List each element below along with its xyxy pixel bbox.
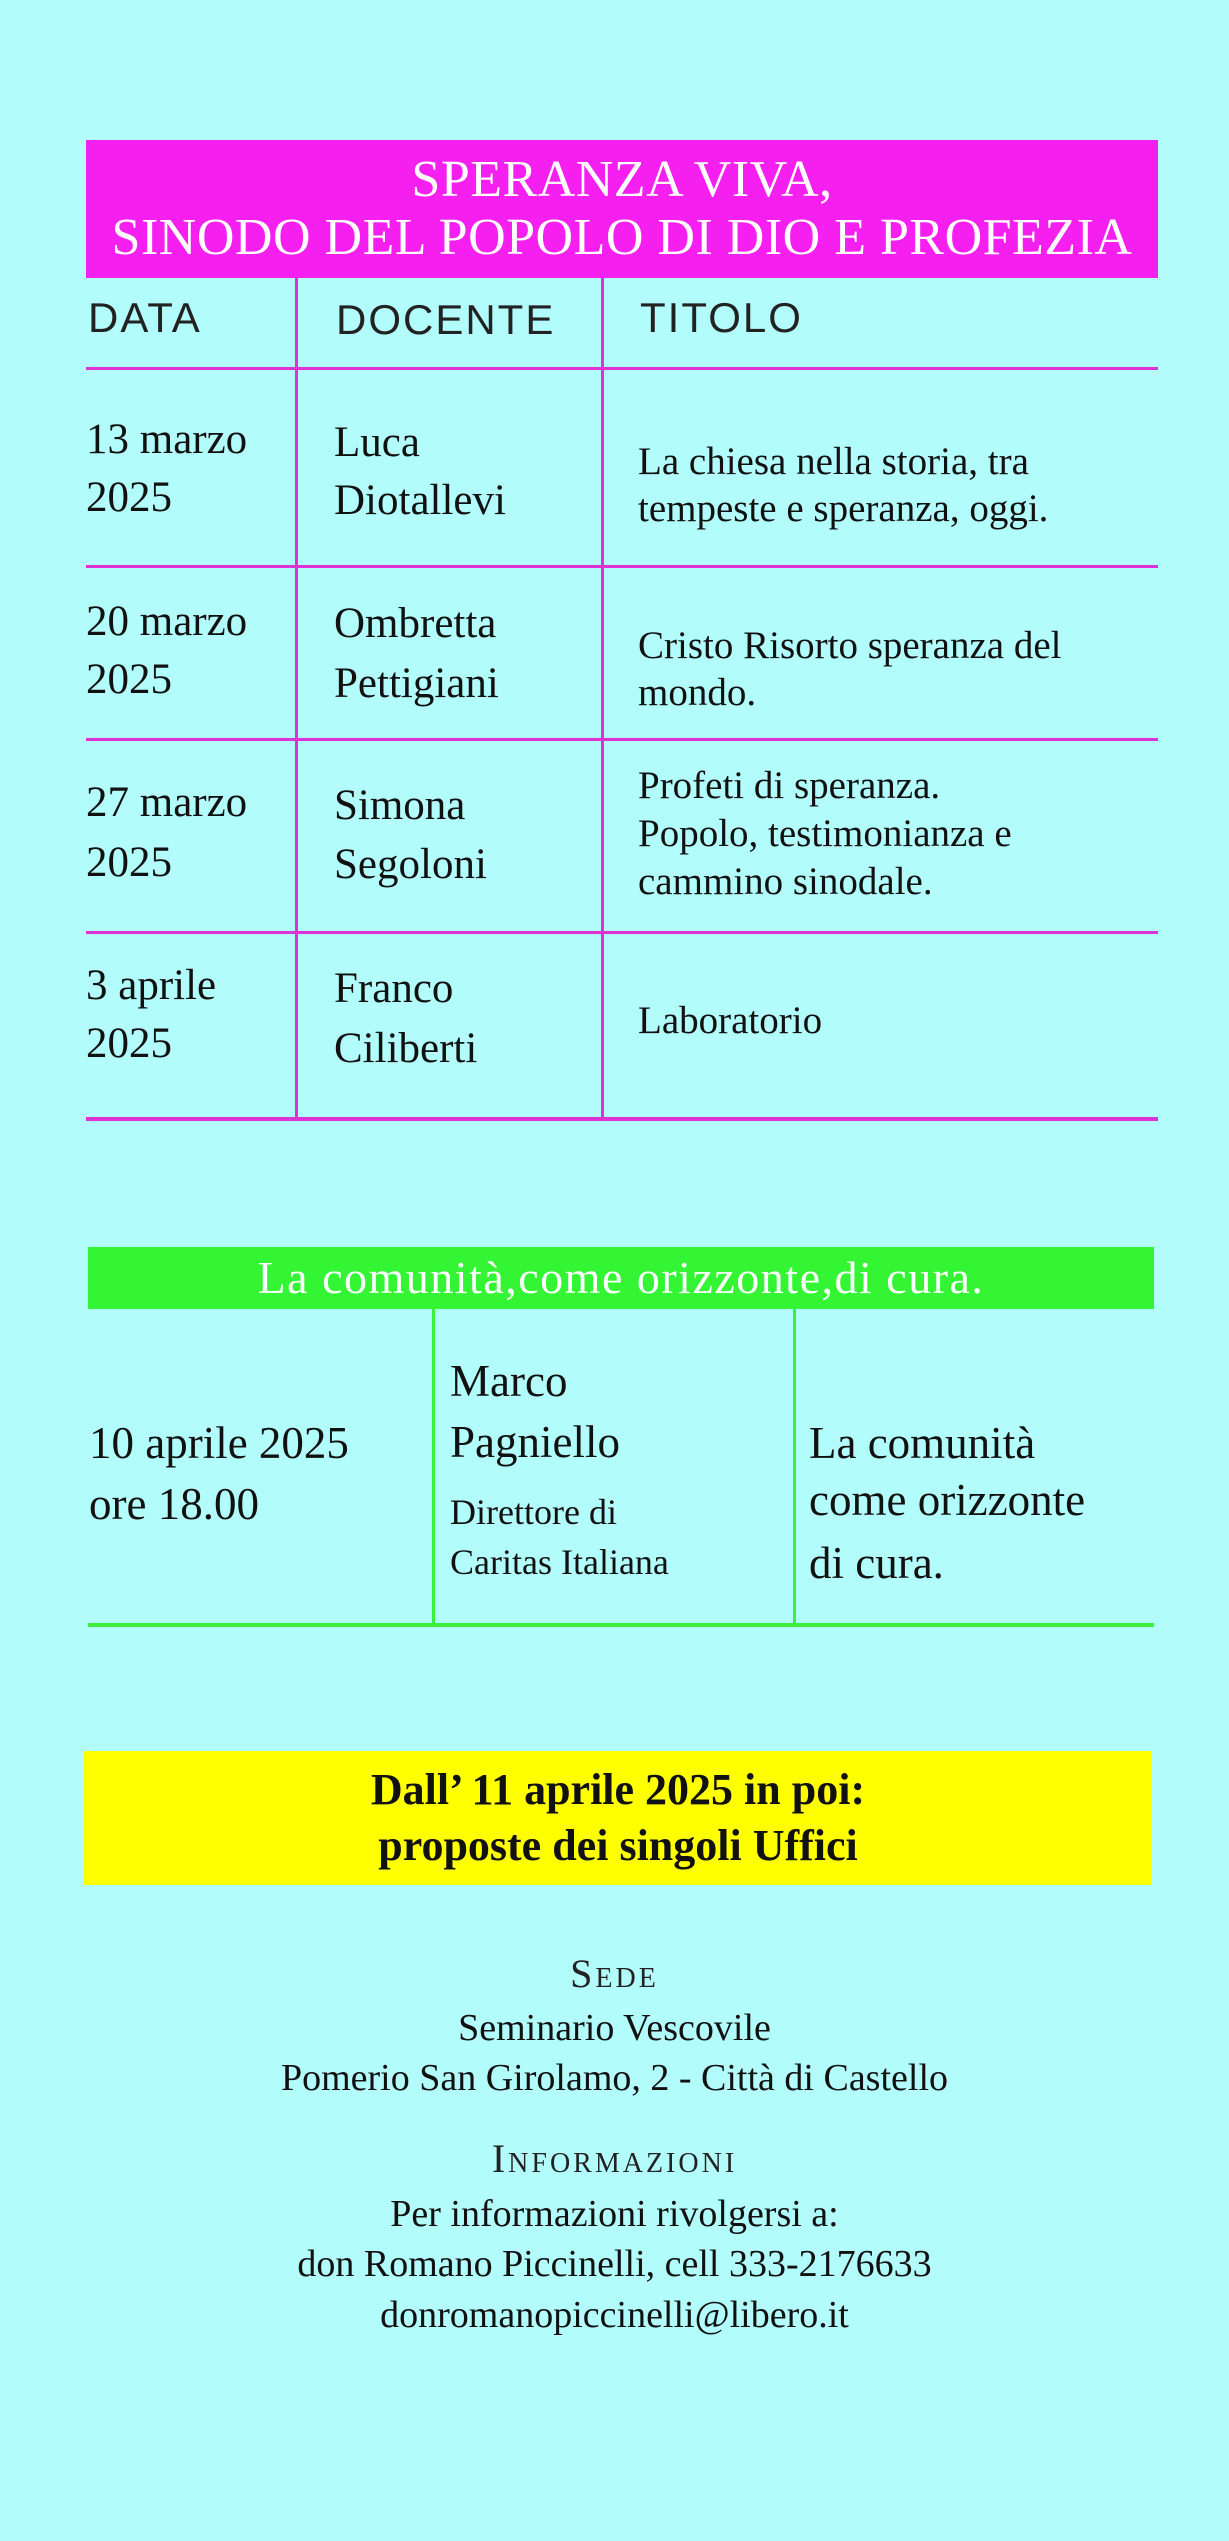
row-title-line2: Popolo, testimonianza e — [638, 812, 1012, 855]
event-role-line2: Caritas Italiana — [450, 1542, 669, 1582]
row-docente-line1: Simona — [334, 782, 466, 829]
row-divider — [86, 565, 1158, 568]
row-date-line2: 2025 — [86, 1020, 172, 1067]
row-docente-line1: Luca — [334, 419, 420, 466]
row-title-line3: cammino sinodale. — [638, 860, 933, 903]
row-date-line1: 3 aprile — [86, 962, 217, 1009]
section1-title-banner — [86, 140, 1158, 278]
announcement-line2: proposte dei singoli Uffici — [378, 1821, 858, 1870]
event-docente-line1: Marco — [450, 1356, 568, 1406]
row-docente-line1: Franco — [334, 965, 454, 1012]
row-docente-line2: Segoloni — [334, 841, 487, 888]
announcement-banner — [84, 1751, 1152, 1885]
event-title-line2: come orizzonte — [809, 1475, 1086, 1525]
event-docente-line2: Pagniello — [450, 1417, 620, 1467]
col-header-titolo: TITOLO — [640, 294, 803, 341]
row-docente-line2: Pettigiani — [334, 660, 499, 707]
email-link[interactable]: donromanopiccinelli@libero.it — [380, 2294, 849, 2336]
row-date-line1: 20 marzo — [86, 598, 248, 645]
sede-line2: Pomerio San Girolamo, 2 - Città di Castello — [280, 2057, 949, 2099]
section1-title-line1: SPERANZA VIVA, — [411, 151, 833, 208]
col-divider — [432, 1309, 435, 1625]
event-title-line3: di cura. — [809, 1538, 944, 1588]
row-date-line2: 2025 — [86, 656, 172, 703]
row-date-line2: 2025 — [86, 839, 172, 886]
row-title-line2: mondo. — [638, 671, 757, 714]
informazioni-line2: don Romano Piccinelli, cell 333-2176633 — [297, 2243, 932, 2285]
sede-line1: Seminario Vescovile — [458, 2007, 771, 2049]
announcement-line1: Dall’ 11 aprile 2025 in poi: — [370, 1765, 866, 1814]
event-time: ore 18.00 — [89, 1479, 259, 1529]
row-date-line2: 2025 — [86, 474, 172, 521]
col-divider — [601, 278, 604, 1120]
event-role-line1: Direttore di — [450, 1492, 617, 1532]
event-title-line1: La comunità — [809, 1418, 1036, 1468]
col-header-data: DATA — [88, 294, 202, 341]
row-divider — [86, 931, 1158, 934]
row-title-line2: tempeste e speranza, oggi. — [638, 487, 1049, 530]
row-docente-line2: Diotallevi — [334, 477, 506, 524]
row-title-line1: Profeti di speranza. — [638, 764, 941, 807]
section2-title-banner: La comunità,come orizzonte,di cura. — [88, 1247, 1154, 1309]
informazioni-heading: Informazioni — [491, 2136, 738, 2181]
col-header-docente: DOCENTE — [336, 296, 556, 343]
row-date-line1: 13 marzo — [86, 416, 248, 463]
section1-title-line2: SINODO DEL POPOLO DI DIO E PROFEZIA — [111, 209, 1133, 266]
row-title-line1: Laboratorio — [638, 999, 823, 1042]
row-title-line1: La chiesa nella storia, tra — [638, 440, 1029, 483]
row-title-line1: Cristo Risorto speranza del — [638, 624, 1062, 667]
table-bottom-line — [86, 1117, 1158, 1121]
col-divider — [793, 1309, 796, 1625]
row-date-line1: 27 marzo — [86, 779, 248, 826]
row-divider — [86, 367, 1158, 370]
row-docente-line2: Ciliberti — [334, 1025, 478, 1072]
row-docente-line1: Ombretta — [334, 600, 497, 647]
sede-heading: Sede — [570, 1951, 659, 1996]
event-date: 10 aprile 2025 — [89, 1418, 349, 1468]
table-bottom-line — [88, 1623, 1154, 1627]
col-divider — [295, 278, 298, 1120]
row-divider — [86, 738, 1158, 741]
informazioni-line1: Per informazioni rivolgersi a: — [390, 2193, 839, 2235]
